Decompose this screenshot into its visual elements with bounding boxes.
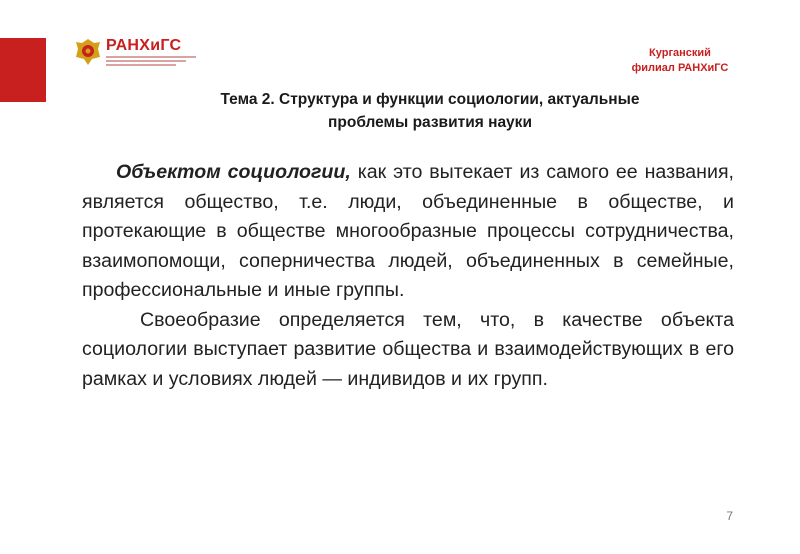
page-number: 7 [726,509,733,523]
body-text [82,158,734,394]
logo-text: РАНХиГС [106,37,182,54]
branch-line-2: филиал РАНХиГС [631,62,729,74]
branch-label [620,46,740,76]
title-line-1: Тема 2. Структура и функции социологии, актуальные [220,91,640,108]
title-line-2: проблемы развития науки [328,114,532,131]
emblem-icon [74,37,102,67]
paragraph-1-rest: как это вытекает из самого ее названия, является общество, т.е. люди, объединенные в обществе, и протекающие в обществе многообразные процессы сотрудничества, взаимопомощи, соперничества людей, объединенных в семейные, профессиональные и иные группы. [82,161,734,301]
branch-line-1: Курганский [649,47,711,59]
slide-title [140,88,720,134]
paragraph-1 [82,158,734,306]
logo-subtitle-lines [106,56,196,68]
paragraph-1-lead: Объектом социологии, [116,161,351,183]
paragraph-2: Своеобразие определяется тем, что, в качестве объекта социологии выступает развитие общества и взаимодействующих в его рамках и условиях людей — индивидов и их групп. [82,308,734,390]
accent-bar [0,38,46,102]
ranepa-logo [74,37,234,71]
